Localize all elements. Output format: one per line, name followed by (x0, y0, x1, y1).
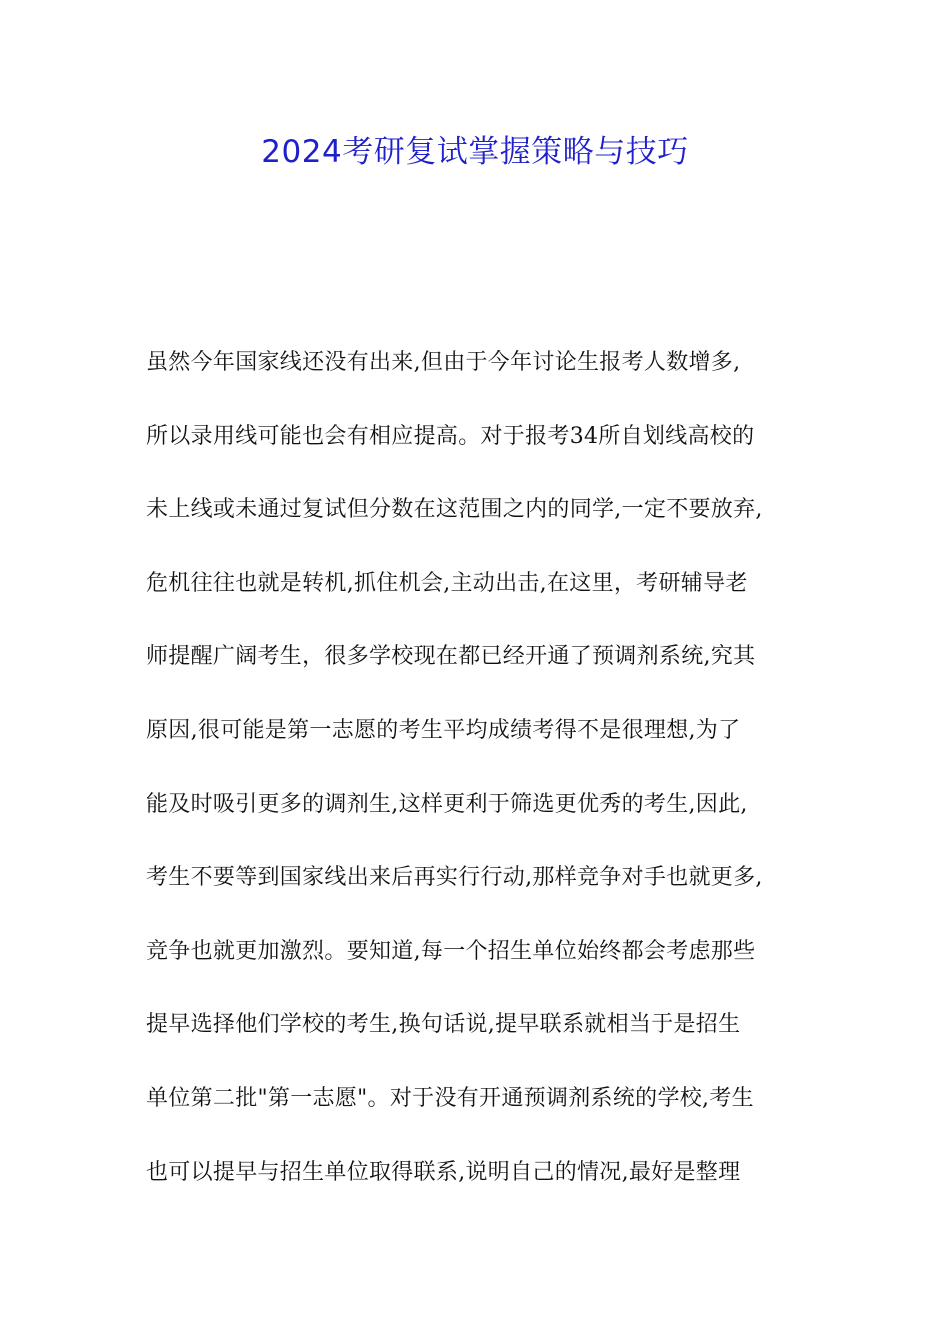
body-line: 也可以提早与招生单位取得联系,说明自己的情况,最好是整理 (146, 1159, 741, 1185)
body-line: 原因,很可能是第一志愿的考生平均成绩考得不是很理想,为了 (146, 717, 741, 743)
body-line: 竞争也就更加激烈。要知道,每一个招生单位始终都会考虑那些 (146, 938, 756, 964)
body-line: 提早选择他们学校的考生,换句话说,提早联系就相当于是招生 (146, 1012, 741, 1038)
document-title: 2024考研复试掌握策略与技巧 (261, 134, 689, 170)
body-line: 师提醒广阔考生，很多学校现在都已经开通了预调剂系统,究其 (146, 644, 756, 670)
body-line: 虽然今年国家线还没有出来,但由于今年讨论生报考人数增多, (146, 350, 741, 375)
body-line: 单位第二批"第一志愿"。对于没有开通预调剂系统的学校,考生 (146, 1085, 754, 1111)
document-body (146, 340, 816, 1223)
body-line: 未上线或未通过复试但分数在这范围之内的同学,一定不要放弃, (146, 497, 763, 523)
body-line: 考生不要等到国家线出来后再实行行动,那样竞争对手也就更多, (146, 865, 763, 891)
body-line: 所以录用线可能也会有相应提高。对于报考34所自划线高校的 (146, 423, 755, 449)
body-line: 危机往往也就是转机,抓住机会,主动出击,在这里，考研辅导老 (146, 570, 748, 596)
body-line: 能及时吸引更多的调剂生,这样更利于筛选更优秀的考生,因此, (146, 791, 748, 817)
